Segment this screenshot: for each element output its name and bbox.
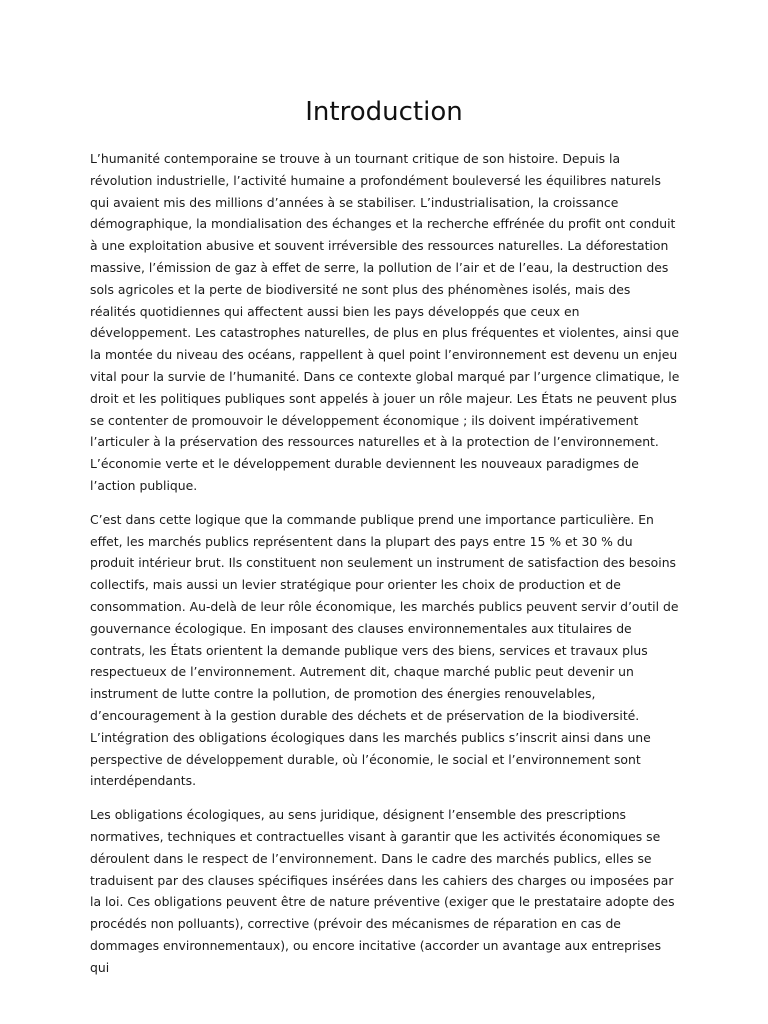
paragraph-1: L’humanité contemporaine se trouve à un tournant critique de son histoire. Depuis la révolution industrielle, l’activité humaine a profondément bouleversé les équilibres naturels qui avaient mis des millions d’années à se stabiliser. L’industrialisation, la croissance démographique, la mondialisation des échanges et la recherche effrénée du profit ont conduit à une exploitation abusive et souvent irréversible des ressources naturelles. La déforestation massive, l’émission de gaz à effet de serre, la pollution de l’air et de l’eau, la destruction des sols agricoles et la perte de biodiversité ne sont plus des phénomènes isolés, mais des réalités quotidiennes qui affectent aussi bien les pays développés que ceux en développement. Les catastrophes naturelles, de plus en plus fréquentes et violentes, ainsi que la montée du niveau des océans, rappellent à quel point l’environnement est devenu un enjeu vital pour la survie de l’humanité. Dans ce contexte global marqué par l’urgence climatique, le droit et les politiques publiques sont appelés à jouer un rôle majeur. Les États ne peuvent plus se contenter de promouvoir le développement économique ; ils doivent impérativement l’articuler à la préservation des ressources naturelles et à la protection de l’environnement. L’économie verte et le développement durable deviennent les nouveaux paradigmes de l’action publique. [90, 151, 680, 493]
document-body [90, 148, 680, 990]
page-title: Introduction [305, 97, 463, 127]
paragraph-3: Les obligations écologiques, au sens juridique, désignent l’ensemble des prescriptions normatives, techniques et contractuelles visant à garantir que les activités économiques se déroulent dans le respect de l’environnement. Dans le cadre des marchés publics, elles se traduisent par des clauses spécifiques insérées dans les cahiers des charges ou imposées par la loi. Ces obligations peuvent être de nature préventive (exiger que le prestataire adopte des procédés non polluants), corrective (prévoir des mécanismes de réparation en cas de dommages environnementaux), ou encore incitative (accorder un avantage aux entreprises qui [90, 807, 675, 975]
paragraph-2: C’est dans cette logique que la commande publique prend une importance particulière. En effet, les marchés publics représentent dans la plupart des pays entre 15 % et 30 % du produit intérieur brut. Ils constituent non seulement un instrument de satisfaction des besoins collectifs, mais aussi un levier stratégique pour orienter les choix de production et de consommation. Au-delà de leur rôle économique, les marchés publics peuvent servir d’outil de gouvernance écologique. En imposant des clauses environnementales aux titulaires de contrats, les États orientent la demande publique vers des biens, services et travaux plus respectueux de l’environnement. Autrement dit, chaque marché public peut devenir un instrument de lutte contre la pollution, de promotion des énergies renouvelables, d’encouragement à la gestion durable des déchets et de préservation de la biodiversité. L’intégration des obligations écologiques dans les marchés publics s’inscrit ainsi dans une perspective de développement durable, où l’économie, le social et l’environnement sont interdépendants. [90, 511, 679, 789]
